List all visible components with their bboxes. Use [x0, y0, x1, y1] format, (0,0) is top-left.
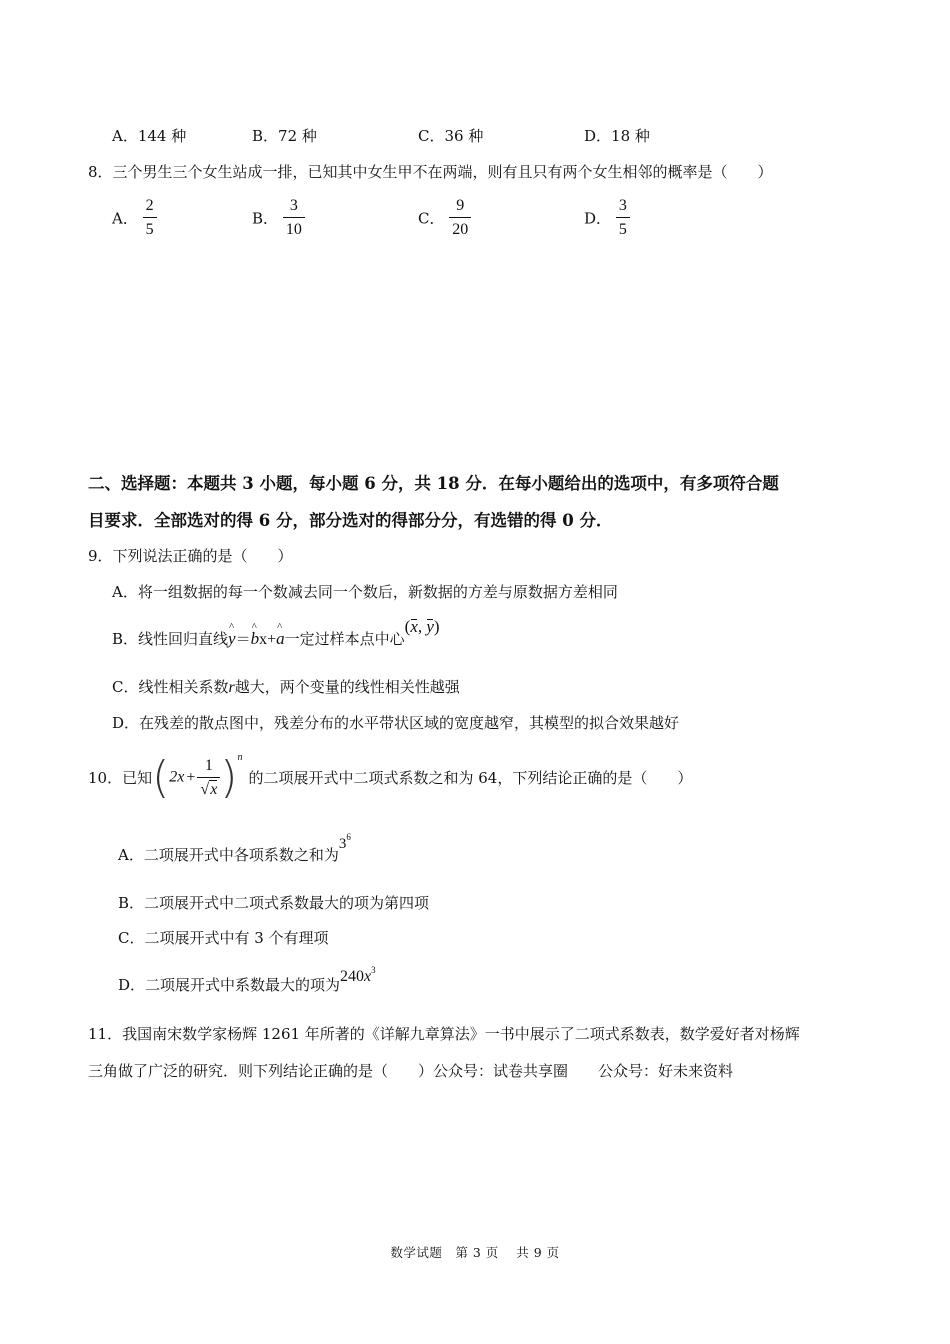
q7-option-a: A．144 种	[112, 127, 187, 145]
q7-option-b: B．72 种	[252, 127, 317, 145]
fraction: $\frac{9}{20}$	[449, 197, 471, 239]
y-hat: ^ y	[228, 630, 236, 647]
page-footer: 数学试题 第 3 页 共 9 页	[390, 1245, 560, 1260]
q9-stem: 9．下列说法正确的是（ ）	[88, 547, 293, 565]
q9-option-d: D．在残差的散点图中，残差分布的水平带状区域的宽度越窄，其模型的拟合效果越好	[112, 714, 680, 732]
q8-option-a: A． $\frac{2}{5}$	[112, 197, 157, 239]
q7-option-d: D．18 种	[584, 127, 650, 145]
q7-option-c: C．36 种	[418, 127, 484, 145]
q10-option-b: B．二项展开式中二项式系数最大的项为第四项	[118, 894, 430, 912]
q10-stem: 10．已知(2x + $\frac{1}{√x}$ )$^n$的二项展开式中二项式系数之和为 64，下列结论正确的是（ ）	[88, 752, 693, 803]
a-hat: ^ a	[276, 630, 285, 647]
q8-option-c: C． $\frac{9}{20}$	[418, 197, 471, 239]
q10-option-c: C．二项展开式中有 3 个有理项	[118, 929, 329, 947]
section2-heading-line1: 二、选择题：本题共 3 小题，每小题 6 分，共 18 分．在每小题给出的选项中，有多项符合题	[88, 474, 779, 493]
fraction: $\frac{3}{10}$	[283, 197, 305, 239]
left-paren: (	[152, 752, 170, 803]
q10-option-d: D．二项展开式中系数最大的项为$240x^3$	[118, 965, 376, 994]
q11-line2: 三角做了广泛的研究．则下列结论正确的是（ ）公众号：试卷共享圈 公众号：好未来资料	[88, 1062, 734, 1080]
b-hat: ^ b	[251, 630, 260, 647]
q10-option-a: A．二项展开式中各项系数之和为$3^6$	[118, 832, 351, 864]
right-paren: )	[220, 752, 238, 803]
q8-option-d: D． $\frac{3}{5}$	[584, 197, 630, 239]
q8-option-b: B． $\frac{3}{10}$	[252, 197, 305, 239]
section2-heading-line2: 目要求．全部选对的得 6 分，部分选对的得部分分，有选错的得 0 分．	[88, 511, 613, 530]
fraction: $\frac{1}{√x}$	[197, 757, 220, 799]
binomial-expression: (2x + $\frac{1}{√x}$ )$^n$	[152, 752, 243, 803]
fraction: $\frac{2}{5}$	[143, 197, 157, 239]
fraction: $\frac{3}{5}$	[616, 197, 630, 239]
q9-option-b: B．线性回归直线^ y＝^ bx+^ a一定过样本点中心(x, y)	[112, 630, 440, 648]
q9-option-a: A．将一组数据的每一个数减去同一个数后，新数据的方差与原数据方差相同	[112, 583, 618, 601]
sample-center: (x, y)	[404, 617, 440, 636]
q11-line1: 11．我国南宋数学家杨辉 1261 年所著的《详解九章算法》一书中展示了二项式系数表，数学爱好者对杨辉	[88, 1025, 800, 1043]
q8-stem: 8．三个男生三个女生站成一排，已知其中女生甲不在两端，则有且只有两个女生相邻的概率是（ ）	[88, 163, 773, 181]
q9-option-c: C．线性相关系数r越大，两个变量的线性相关性越强	[112, 678, 460, 696]
